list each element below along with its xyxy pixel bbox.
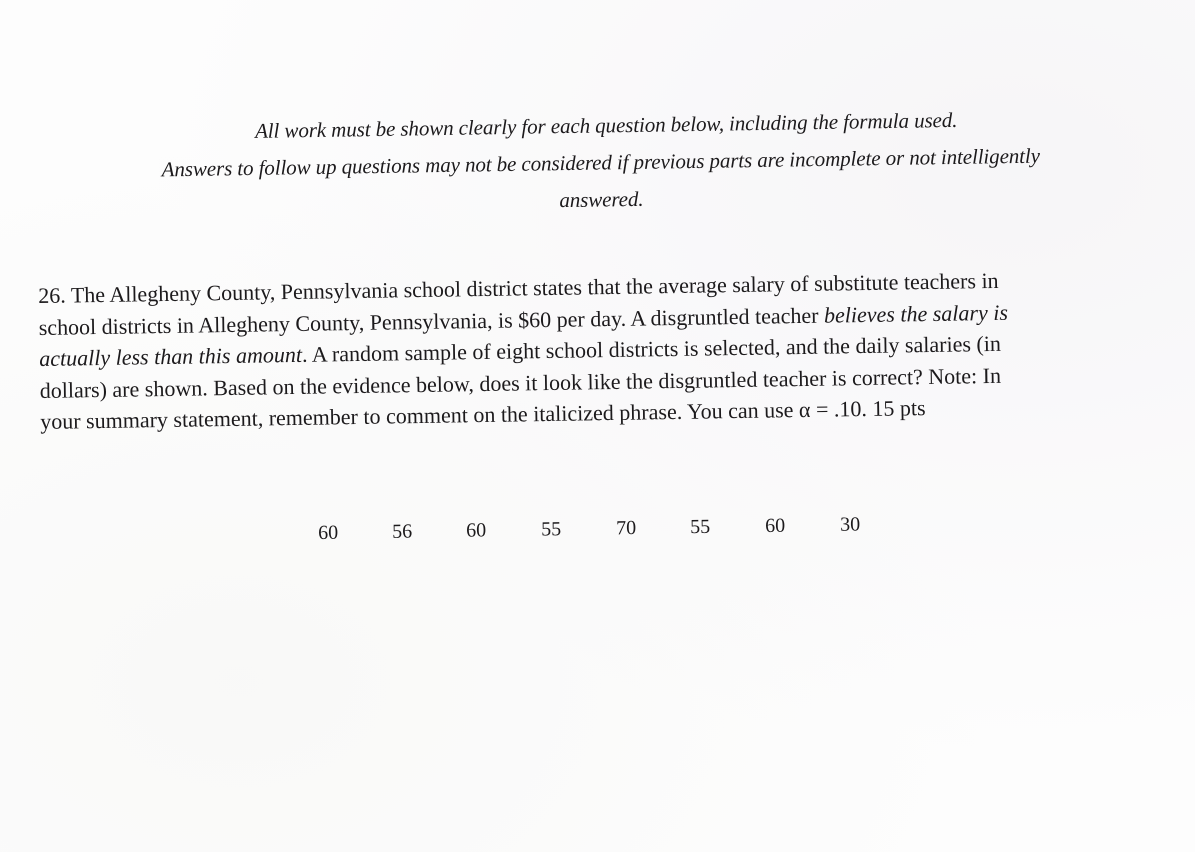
instructions-line-3: answered. <box>559 186 644 213</box>
instructions-line-2: Answers to follow up questions may not be considered if previous parts are incomplete or not intelligently <box>161 143 1041 182</box>
question-text: school districts in Allegheny County, Pennsylvania, is $60 per day. A disgruntled teacher <box>38 302 825 340</box>
salary-value: 70 <box>615 517 637 540</box>
instructions-line-1: All work must be shown clearly for each question below, including the formula used. <box>254 107 958 143</box>
question-text: dollars) are shown. Based on the evidence below, does it look like the disgruntled teacher is correct? Note: In <box>39 362 1002 403</box>
salary-value: 56 <box>391 520 413 543</box>
salary-value: 55 <box>689 515 711 539</box>
question-text: 26. The Allegheny County, Pennsylvania school district states that the average salary of substitute teachers in <box>38 267 999 308</box>
question-text: your summary statement, remember to comment on the italicized phrase. You can use α = .10. 15 pts <box>40 395 926 434</box>
question-26 <box>38 263 1150 438</box>
salary-value: 55 <box>540 518 562 541</box>
question-text: . A random sample of eight school districts is selected, and the daily salaries (in <box>301 330 1002 367</box>
salary-value: 60 <box>764 514 786 537</box>
salary-value: 60 <box>318 521 339 544</box>
salary-value: 30 <box>839 513 861 536</box>
salary-value: 60 <box>465 519 487 542</box>
instructions-block <box>60 99 1142 227</box>
italic-phrase: actually less than this amount <box>39 341 303 371</box>
salary-data-row <box>318 513 878 552</box>
italic-phrase: believes the salary is <box>823 299 1009 328</box>
